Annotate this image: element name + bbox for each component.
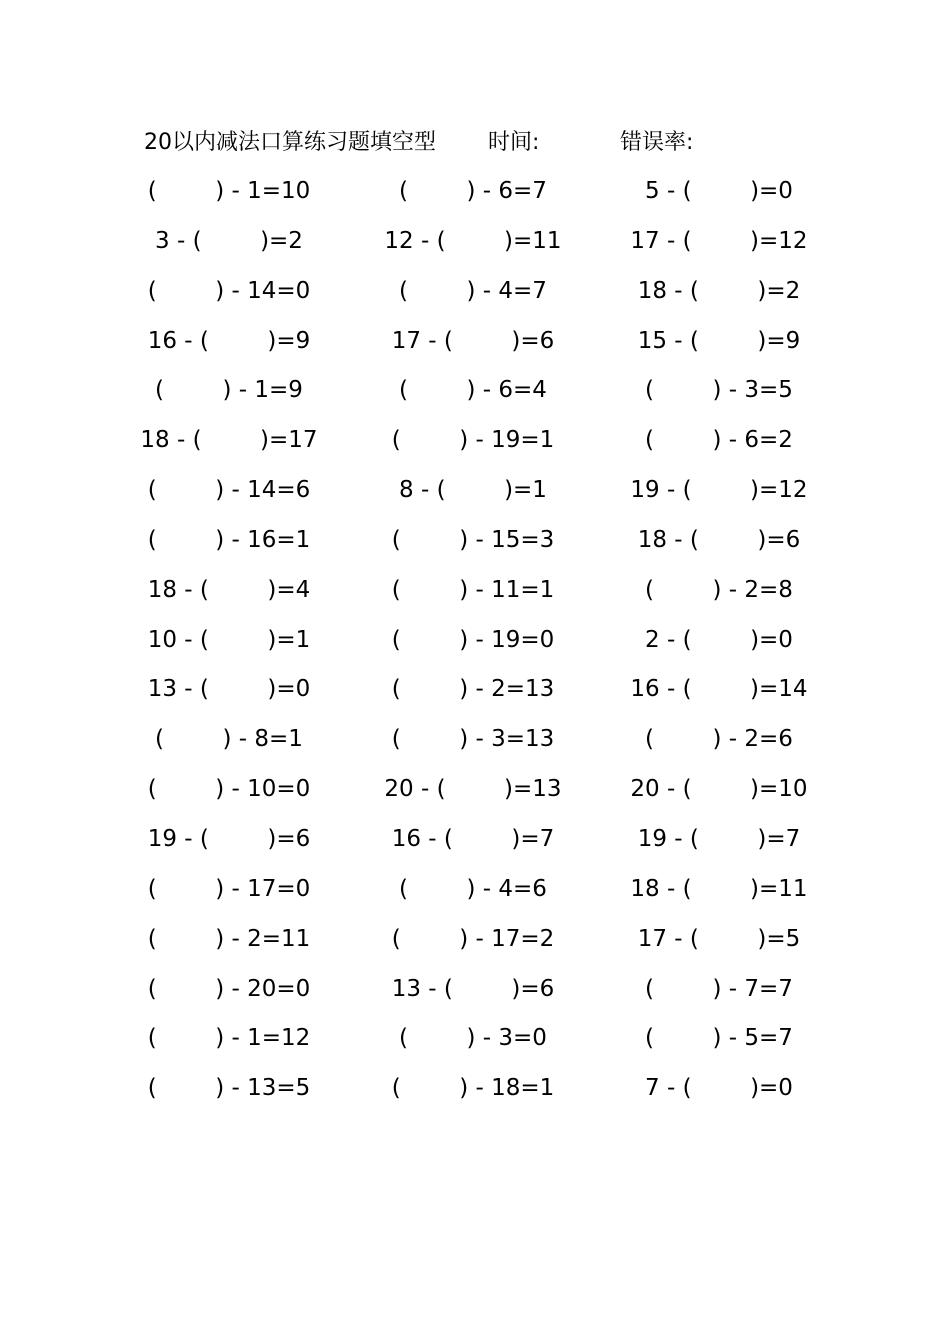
subtraction-problem: 8 - ( )=1	[399, 477, 547, 504]
subtraction-problem: 17 - ( )=6	[391, 327, 555, 354]
problem-row	[0, 523, 950, 573]
subtraction-problem: 18 - ( )=6	[637, 526, 801, 553]
subtraction-problem: ( ) - 1=10	[147, 178, 311, 204]
subtraction-problem: 19 - ( )=7	[637, 825, 801, 852]
subtraction-problem: ( ) - 6=4	[399, 377, 547, 404]
problem-grid	[0, 174, 950, 1121]
subtraction-problem: ( ) - 1=9	[155, 377, 303, 404]
subtraction-problem: ( ) - 3=0	[399, 1025, 547, 1052]
subtraction-problem: 5 - ( )=0	[645, 178, 793, 204]
problem-row	[0, 423, 950, 473]
subtraction-problem: 15 - ( )=9	[637, 327, 801, 354]
subtraction-problem: 17 - ( )=12	[630, 227, 808, 254]
error-rate-label: 错误率:	[620, 130, 694, 155]
subtraction-problem: ( ) - 4=7	[399, 277, 547, 304]
problem-row	[0, 872, 950, 922]
problem-row	[0, 822, 950, 872]
subtraction-problem: ( ) - 5=7	[645, 1025, 793, 1052]
subtraction-problem: ( ) - 2=6	[645, 726, 793, 753]
subtraction-problem: ( ) - 6=2	[645, 427, 793, 454]
subtraction-problem: ( ) - 2=11	[147, 925, 311, 952]
subtraction-problem: 2 - ( )=0	[645, 626, 793, 653]
subtraction-problem: ( ) - 4=6	[399, 875, 547, 902]
problem-row	[0, 573, 950, 623]
subtraction-problem: 10 - ( )=1	[147, 626, 311, 653]
problem-row	[0, 922, 950, 972]
problem-row	[0, 972, 950, 1022]
subtraction-problem: ( ) - 3=5	[645, 377, 793, 404]
problem-row	[0, 473, 950, 523]
subtraction-problem: ( ) - 19=0	[391, 626, 555, 653]
problem-row	[0, 324, 950, 374]
time-label: 时间:	[488, 130, 540, 155]
problem-row	[0, 1021, 950, 1071]
subtraction-problem: 19 - ( )=12	[630, 477, 808, 504]
subtraction-problem: 12 - ( )=11	[384, 227, 562, 254]
subtraction-problem: ( ) - 2=13	[391, 676, 555, 703]
subtraction-problem: 18 - ( )=4	[147, 576, 311, 603]
subtraction-problem: 17 - ( )=5	[637, 925, 801, 952]
subtraction-problem: ( ) - 18=1	[391, 1075, 555, 1102]
subtraction-problem: ( ) - 10=0	[147, 776, 311, 803]
subtraction-problem: 3 - ( )=2	[155, 227, 303, 254]
subtraction-problem: ( ) - 3=13	[391, 726, 555, 753]
problem-row	[0, 274, 950, 324]
subtraction-problem: 16 - ( )=9	[147, 327, 311, 354]
subtraction-problem: ( ) - 19=1	[391, 427, 555, 454]
subtraction-problem: ( ) - 7=7	[645, 975, 793, 1002]
problem-row	[0, 373, 950, 423]
subtraction-problem: 18 - ( )=11	[630, 875, 808, 902]
subtraction-problem: ( ) - 13=5	[147, 1075, 311, 1102]
subtraction-problem: ( ) - 1=12	[147, 1025, 311, 1052]
subtraction-problem: ( ) - 17=2	[391, 925, 555, 952]
worksheet-header	[0, 126, 950, 160]
problem-row	[0, 772, 950, 822]
subtraction-problem: ( ) - 16=1	[147, 526, 311, 553]
problem-row	[0, 623, 950, 673]
problem-row	[0, 672, 950, 722]
problem-row	[0, 224, 950, 274]
subtraction-problem: ( ) - 8=1	[155, 726, 303, 753]
subtraction-problem: ( ) - 6=7	[399, 178, 547, 204]
subtraction-problem: 20 - ( )=10	[630, 776, 808, 803]
subtraction-problem: 16 - ( )=7	[391, 825, 555, 852]
subtraction-problem: ( ) - 14=0	[147, 277, 311, 304]
subtraction-problem: ( ) - 14=6	[147, 477, 311, 504]
subtraction-problem: 16 - ( )=14	[630, 676, 808, 703]
problem-row	[0, 1071, 950, 1121]
problem-row	[0, 174, 950, 224]
subtraction-problem: ( ) - 15=3	[391, 526, 555, 553]
subtraction-problem: 19 - ( )=6	[147, 825, 311, 852]
subtraction-problem: ( ) - 17=0	[147, 875, 311, 902]
subtraction-problem: 13 - ( )=0	[147, 676, 311, 703]
subtraction-problem: 20 - ( )=13	[384, 776, 562, 803]
subtraction-problem: 7 - ( )=0	[645, 1075, 793, 1102]
subtraction-problem: ( ) - 11=1	[391, 576, 555, 603]
subtraction-problem: ( ) - 20=0	[147, 975, 311, 1002]
subtraction-problem: 13 - ( )=6	[391, 975, 555, 1002]
worksheet-title: 20以内减法口算练习题填空型	[144, 130, 436, 155]
subtraction-problem: 18 - ( )=2	[637, 277, 801, 304]
subtraction-problem: ( ) - 2=8	[645, 576, 793, 603]
subtraction-problem: 18 - ( )=17	[140, 427, 318, 454]
problem-row	[0, 722, 950, 772]
